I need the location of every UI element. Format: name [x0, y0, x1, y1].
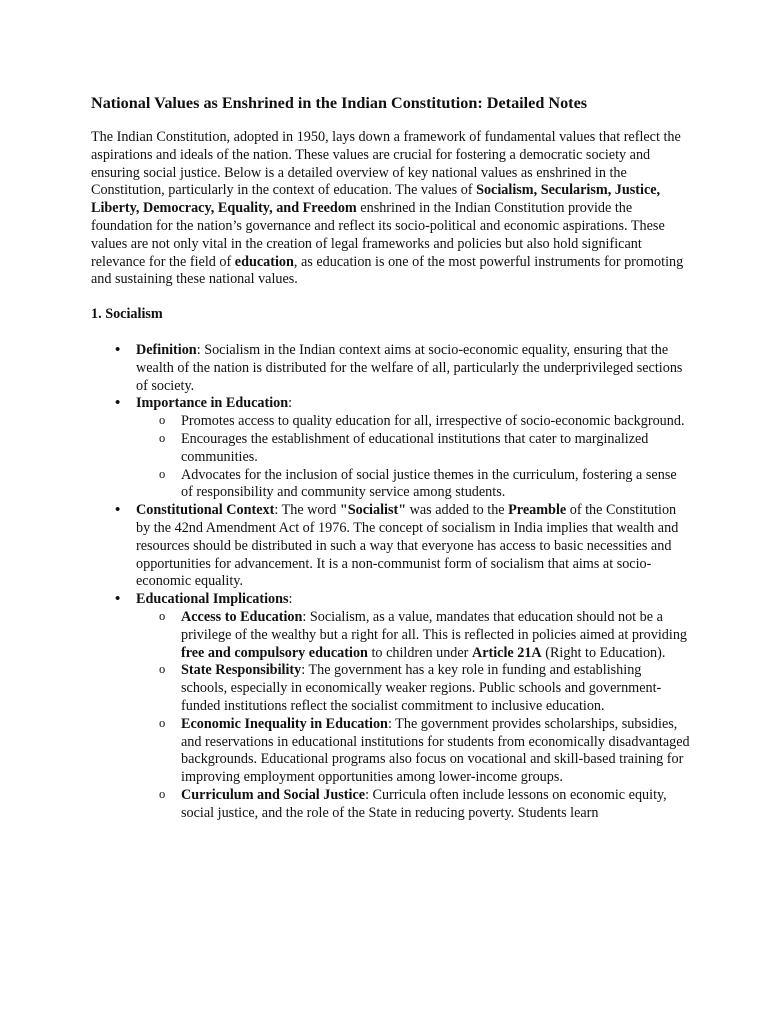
- list-item-definition: [136, 342, 691, 395]
- list-item-implications: [136, 591, 691, 822]
- state-text: : The government has a key role in funding and establishing schools, especially in economically weaker regions. Public schools and government-funded institutions reflect the socialist commitment to inclusive education.: [181, 662, 662, 714]
- intro-text-1: The Indian Constitution, adopted in 1950, lays down a framework of fundamental values that reflect the aspirations and ideals of the nation. These values are crucial for fostering a democratic society and ensuring social justice. Below is a detailed overview of key national values as enshrined in the Constitution, particularly in the context of education. The values of: [91, 129, 681, 199]
- context-text-1: : The word: [274, 502, 340, 519]
- sublist-item: o Advocates for the inclusion of social justice themes in the curriculum, fostering a sense of responsibility and community service among students.: [181, 467, 691, 503]
- context-label: Constitutional Context: [136, 502, 275, 519]
- definition-text: : Socialism in the Indian context aims at socio-economic equality, ensuring that the wealth of the nation is distributed for the welfare of all, particularly the underprivileged sections of society.: [136, 341, 683, 394]
- sublist-item: o Encourages the establishment of educational institutions that cater to marginalized communities.: [181, 431, 691, 467]
- implications-label: Educational Implications: [136, 591, 289, 608]
- intro-text-2: enshrined in the Indian Constitution provide the foundation for the nation’s governance and reflect its socio-political and economic aspirations. These values are not only vital in the creation of legal frameworks and policies but also hold significant relevance for the field of: [91, 200, 665, 270]
- state-label: State Responsibility: [181, 662, 302, 679]
- economic-text: : The government provides scholarships, subsidies, and reservations in educational institutions for students from economically disadvantaged backgrounds. Educational programs also focus on vocational and skill-based training for improving employment opportunities among lower-income groups.: [181, 715, 690, 786]
- document-title: National Values as Enshrined in the Indian Constitution: Detailed Notes: [91, 94, 588, 112]
- intro-values-list: Socialism, Secularism, Justice, Liberty, Democracy, Equality, and Freedom: [91, 182, 661, 217]
- socialism-list: [91, 342, 691, 823]
- sublist-item: o Promotes access to quality education for all, irrespective of socio-economic background.: [181, 413, 691, 431]
- importance-colon: :: [288, 395, 293, 412]
- sublist-item-access: [181, 609, 691, 662]
- intro-paragraph: [91, 129, 691, 289]
- importance-label: Importance in Education: [136, 395, 289, 412]
- access-text-2: to children under: [367, 644, 472, 661]
- sublist-item-economic: [181, 716, 691, 787]
- list-item-context: [136, 502, 691, 591]
- context-preamble-term: Preamble: [508, 502, 567, 519]
- intro-text-3: , as education is one of the most powerful instruments for promoting and sustaining these national values.: [91, 253, 684, 288]
- sublist-item-curriculum: [181, 787, 691, 823]
- section-heading-socialism: 1. Socialism: [91, 306, 163, 323]
- economic-label: Economic Inequality in Education: [181, 715, 388, 732]
- intro-education-term: education: [234, 253, 294, 270]
- context-text-3: of the Constitution by the 42nd Amendment Act of 1976. The concept of socialism in India implies that wealth and resources should be distributed in such a way that everyone has access to basic necessities and opportunities for advancement. It is a non-communist form of socialism that aims at socio-economic equality.: [136, 502, 679, 590]
- context-socialist-term: "Socialist": [339, 502, 407, 519]
- access-text-1: : Socialism, as a value, mandates that education should not be a privilege of the wealthy but a right for all. This is reflected in policies aimed at providing: [181, 608, 688, 643]
- list-item-importance: [136, 395, 691, 502]
- access-text-3: (Right to Education).: [541, 644, 666, 661]
- definition-label: Definition: [136, 341, 197, 358]
- curriculum-text: : Curricula often include lessons on economic equity, social justice, and the role of the State in reducing poverty. Students learn: [181, 786, 667, 821]
- importance-sublist: [136, 413, 691, 502]
- access-article-term: Article 21A: [471, 644, 542, 661]
- implications-sublist: [136, 609, 691, 823]
- curriculum-label: Curriculum and Social Justice: [181, 786, 366, 803]
- access-label: Access to Education: [181, 608, 303, 625]
- implications-colon: :: [288, 591, 293, 608]
- access-free-education-term: free and compulsory education: [181, 644, 368, 661]
- document-body: [91, 93, 691, 822]
- context-text-2: was added to the: [406, 502, 509, 519]
- sublist-item-state: [181, 662, 691, 715]
